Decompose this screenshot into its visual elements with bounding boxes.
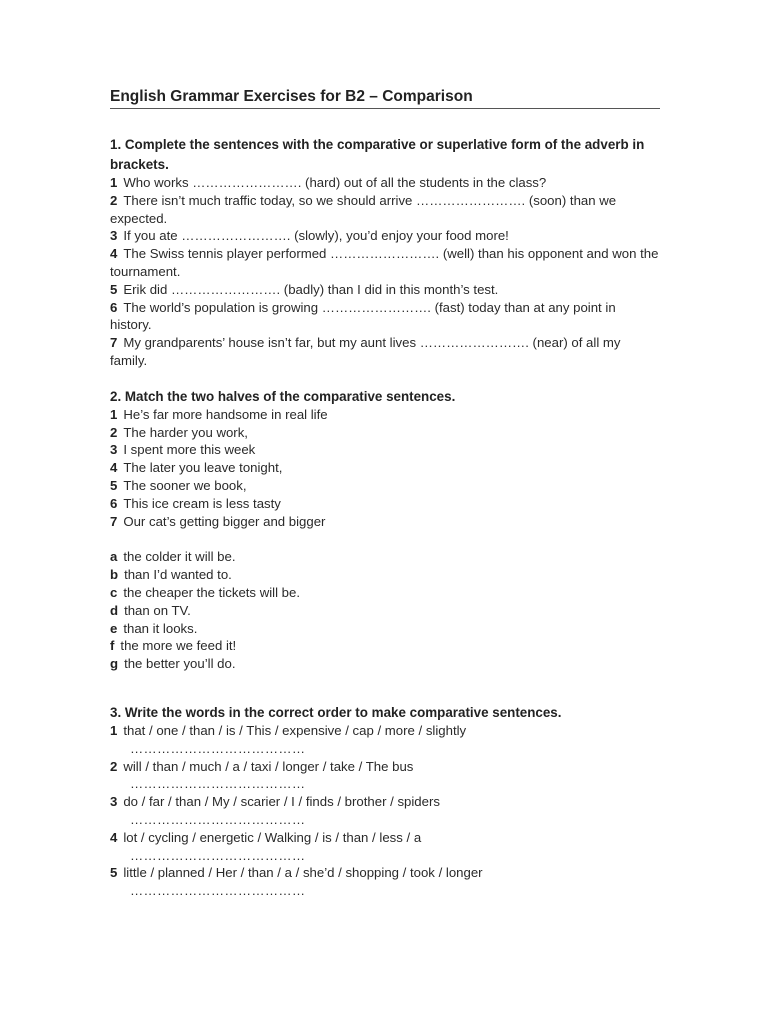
section-2-item: [110, 477, 660, 495]
ending-text: the more we feed it!: [120, 638, 237, 654]
answer-blank: …………………………………: [130, 811, 306, 827]
section-1-item: [110, 281, 660, 299]
answer-blank: …………………………………: [130, 883, 306, 899]
section-3-item: [110, 829, 660, 847]
item-text: He’s far more handsome in real life: [123, 406, 328, 422]
item-number: 4: [110, 829, 118, 845]
item-number: 3: [110, 794, 118, 810]
section-2-ending: [110, 620, 660, 638]
item-number: 2: [110, 758, 118, 774]
section-2-item: [110, 459, 660, 477]
section-2-item: [110, 513, 660, 531]
item-number: 5: [110, 865, 118, 881]
ending-text: the better you’ll do.: [124, 656, 236, 672]
item-text: If you ate ……………………. (slowly), you’d enjoy your food more!: [123, 228, 509, 244]
document-title: English Grammar Exercises for B2 – Comparison: [110, 88, 660, 109]
item-number: 3: [110, 228, 118, 244]
section-1-heading-line-2: brackets.: [110, 157, 169, 172]
item-number: 6: [110, 495, 118, 511]
item-number: 5: [110, 477, 118, 493]
worksheet-content: [110, 88, 660, 900]
item-number: 2: [110, 192, 118, 208]
item-text: The later you leave tonight,: [123, 460, 283, 476]
ending-text: than I’d wanted to.: [124, 567, 232, 583]
item-number: 5: [110, 281, 118, 297]
item-number: 7: [110, 335, 118, 351]
section-3-item: [110, 864, 660, 882]
item-number: 4: [110, 246, 118, 262]
item-number: 1: [110, 722, 118, 738]
section-1-item: [110, 192, 660, 228]
section-3-item: [110, 758, 660, 776]
item-text: The sooner we book,: [123, 477, 247, 493]
section-2-item: [110, 495, 660, 513]
answer-blank: …………………………………: [130, 776, 306, 792]
ending-letter: f: [110, 638, 115, 654]
section-1-item: [110, 299, 660, 335]
section-3-item: [110, 722, 660, 740]
item-number: 1: [110, 175, 118, 190]
item-text: lot / cycling / energetic / Walking / is / than / less / a: [123, 829, 422, 845]
item-number: 7: [110, 513, 118, 529]
section-2-ending: [110, 637, 660, 655]
ending-letter: c: [110, 584, 118, 600]
section-1-item: [110, 334, 660, 370]
item-text: do / far / than / My / scarier / I / finds / brother / spiders: [123, 794, 440, 810]
item-text: The harder you work,: [123, 424, 248, 440]
section-2-item: [110, 406, 660, 424]
ending-letter: d: [110, 602, 119, 618]
item-text: I spent more this week: [123, 442, 256, 458]
ending-letter: a: [110, 549, 118, 565]
ending-text: the colder it will be.: [123, 549, 236, 565]
section-1-heading-line-1: 1. Complete the sentences with the comparative or superlative form of the adverb in: [110, 137, 645, 152]
item-number: 4: [110, 460, 118, 476]
item-text: Our cat’s getting bigger and bigger: [123, 513, 326, 529]
item-text: This ice cream is less tasty: [123, 495, 281, 511]
section-2-ending: [110, 548, 660, 566]
ending-text: than on TV.: [124, 602, 191, 618]
section-2-item: [110, 424, 660, 442]
section-3-heading: 3. Write the words in the correct order to make comparative sentences.: [110, 704, 562, 720]
section-2: [110, 387, 660, 673]
item-text: There isn’t much traffic today, so we should arrive ……………………. (soon) than we expected.: [110, 192, 617, 226]
section-2-item: [110, 441, 660, 459]
item-text: little / planned / Her / than / a / she’d / shopping / took / longer: [123, 865, 483, 881]
item-text: Erik did ……………………. (badly) than I did in this month’s test.: [123, 281, 499, 297]
section-1-item: [110, 227, 660, 245]
ending-text: the cheaper the tickets will be.: [123, 584, 301, 600]
item-text: The Swiss tennis player performed ……………………. (well) than his opponent and won the tournament.: [110, 246, 659, 279]
answer-blank: …………………………………: [130, 847, 306, 863]
item-number: 3: [110, 442, 118, 458]
section-1: [110, 133, 660, 370]
ending-text: than it looks.: [123, 620, 198, 636]
item-text: Who works ……………………. (hard) out of all the students in the class?: [123, 175, 547, 190]
section-1-item: [110, 174, 660, 192]
item-number: 2: [110, 424, 118, 440]
answer-blank: …………………………………: [130, 740, 306, 756]
item-text: that / one / than / is / This / expensive / cap / more / slightly: [123, 722, 467, 738]
item-text: will / than / much / a / taxi / longer / take / The bus: [123, 758, 414, 774]
ending-letter: b: [110, 567, 119, 583]
section-2-ending: [110, 566, 660, 584]
item-number: 1: [110, 406, 118, 422]
ending-letter: g: [110, 656, 119, 672]
section-2-ending: [110, 602, 660, 620]
section-2-ending: [110, 584, 660, 602]
section-2-ending: [110, 655, 660, 673]
item-number: 6: [110, 299, 118, 315]
ending-letter: e: [110, 620, 118, 636]
section-3: [110, 703, 660, 900]
section-1-item: [110, 245, 660, 281]
item-text: My grandparents’ house isn’t far, but my aunt lives ……………………. (near) of all my family.: [110, 335, 621, 368]
item-text: The world’s population is growing ……………………. (fast) today than at any point in history.: [110, 299, 616, 333]
section-2-heading: 2. Match the two halves of the comparative sentences.: [110, 388, 456, 404]
section-3-item: [110, 793, 660, 811]
